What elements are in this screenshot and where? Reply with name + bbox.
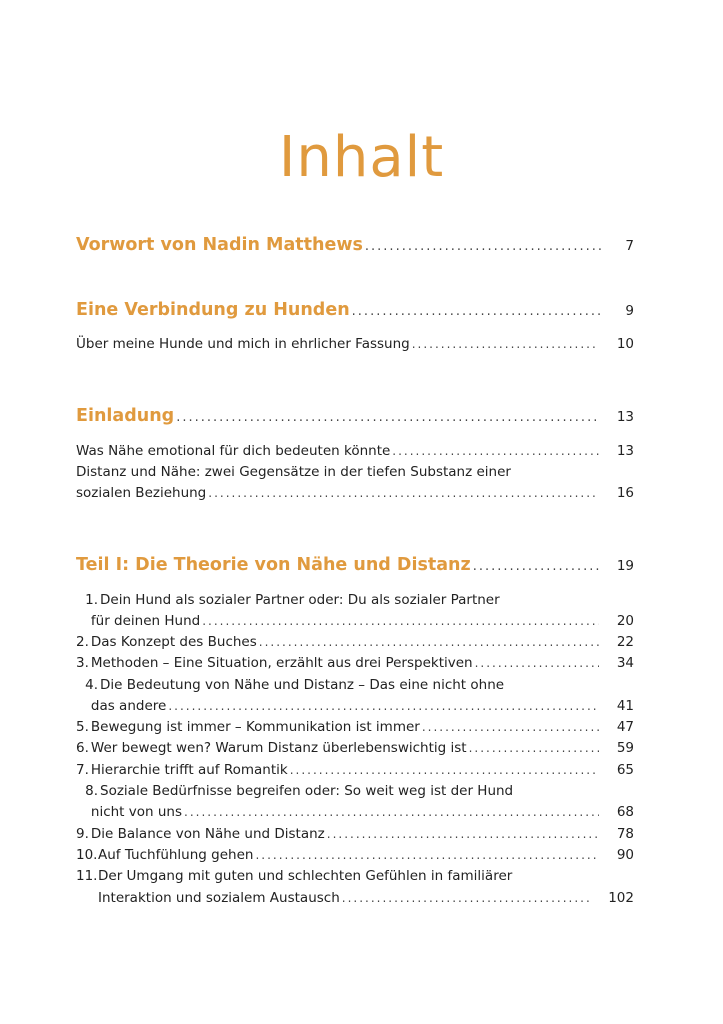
page-number: 7 [625,238,634,254]
toc-entry[interactable] [76,441,634,462]
page-number: 34 [616,655,634,671]
entry-title-line1 [76,675,504,696]
page-number: 10 [616,336,634,352]
dot-leader [327,824,599,845]
entry-title: Dein Hund als sozialer Partner oder: Du als sozialer Partner [100,592,500,608]
entry-title: Soziale Bedürfnisse begreifen oder: So weit weg ist der Hund [100,783,514,799]
dot-leader [412,334,599,355]
entry-title: Wer bewegt wen? Warum Distanz überlebenswichtig ist [90,740,467,756]
dot-leader [168,696,598,717]
toc-entry[interactable] [76,738,634,759]
page-number: 65 [616,762,634,778]
entry-title: Was Nähe emotional für dich bedeuten könnte [76,443,391,459]
entry-number: 7. [76,762,89,778]
dot-leader [365,235,602,259]
page-number: 20 [616,613,634,629]
page-number: 13 [616,409,634,425]
toc-entry[interactable] [76,824,634,845]
page-number: 68 [616,804,634,820]
page-number: 22 [616,634,634,650]
entry-title: nicht von uns [90,804,183,820]
dot-leader [473,555,599,579]
dot-leader [176,406,599,430]
page-number: 47 [616,719,634,735]
dot-leader [422,717,599,738]
toc-chapter-verbindung[interactable] [76,298,634,324]
entry-title-line1 [76,590,500,611]
toc-entry[interactable] [76,760,634,781]
dot-leader [290,760,599,781]
dot-leader [202,611,599,632]
dot-leader [259,632,599,653]
toc-entry[interactable] [76,653,634,674]
entry-number: 5. [76,719,89,735]
page-number: 102 [608,890,634,906]
entry-number: 3. [76,655,89,671]
entry-title: Der Umgang mit guten und schlechten Gefühlen in familiärer [98,868,513,884]
entry-title: Die Balance von Nähe und Distanz [90,826,325,842]
page-number: 59 [616,740,634,756]
entry-title: Interaktion und sozialem Austausch [98,890,340,906]
toc-entry[interactable] [76,717,634,738]
entry-number: 9. [76,826,89,842]
entry-number: 10. [76,847,98,863]
toc-chapter-vorwort[interactable] [76,233,634,259]
entry-title: Über meine Hunde und mich in ehrlicher Fassung [76,336,410,352]
page-number: 19 [616,558,634,574]
toc-entry[interactable] [76,845,634,866]
entry-title: sozialen Beziehung [76,485,207,501]
entry-number: 8. [85,783,98,799]
dot-leader [255,845,598,866]
dot-leader [475,653,599,674]
entry-title: Methoden – Eine Situation, erzählt aus drei Perspektiven [90,655,473,671]
toc-entry[interactable] [76,632,634,653]
entry-title: Bewegung ist immer – Kommunikation ist immer [90,719,420,735]
chapter-title: Eine Verbindung zu Hunden [76,300,350,320]
page-title: Inhalt [278,125,445,190]
page-number: 13 [616,443,634,459]
entry-title-line1: Distanz und Nähe: zwei Gegensätze in der tiefen Substanz einer [76,464,511,480]
dot-leader [469,738,599,759]
chapter-title: Einladung [76,406,175,426]
page-number: 16 [616,485,634,501]
entry-number: 6. [76,740,89,756]
dot-leader [208,483,599,504]
page-number: 78 [616,826,634,842]
entry-title: für deinen Hund [90,613,201,629]
toc-entry[interactable] [76,483,634,504]
entry-number: 1. [85,592,98,608]
dot-leader [342,888,590,909]
entry-number: 4. [85,677,98,693]
chapter-title: Teil I: Die Theorie von Nähe und Distanz [76,555,471,575]
toc-entry[interactable] [76,696,634,717]
dot-leader [392,441,599,462]
entry-title: Die Bedeutung von Nähe und Distanz – Das eine nicht ohne [100,677,505,693]
entry-number: 2. [76,634,89,650]
entry-title: Hierarchie trifft auf Romantik [90,762,288,778]
toc-chapter-teil1[interactable] [76,553,634,579]
entry-title: das andere [90,698,167,714]
entry-title-line1 [76,781,513,802]
entry-number: 11. [76,868,98,884]
entry-title-line1 [76,866,512,887]
dot-leader [352,300,602,324]
toc-entry[interactable] [76,802,634,823]
toc-entry[interactable] [76,888,634,909]
dot-leader [184,802,599,823]
entry-title: Das Konzept des Buches [90,634,257,650]
entry-title: Auf Tuchfühlung gehen [98,847,254,863]
page-number: 41 [616,698,634,714]
page-number: 9 [625,303,634,319]
toc-entry[interactable] [76,611,634,632]
chapter-title: Vorwort von Nadin Matthews [76,235,363,255]
toc-chapter-einladung[interactable] [76,404,634,430]
page-number: 90 [616,847,634,863]
toc-entry[interactable] [76,334,634,355]
